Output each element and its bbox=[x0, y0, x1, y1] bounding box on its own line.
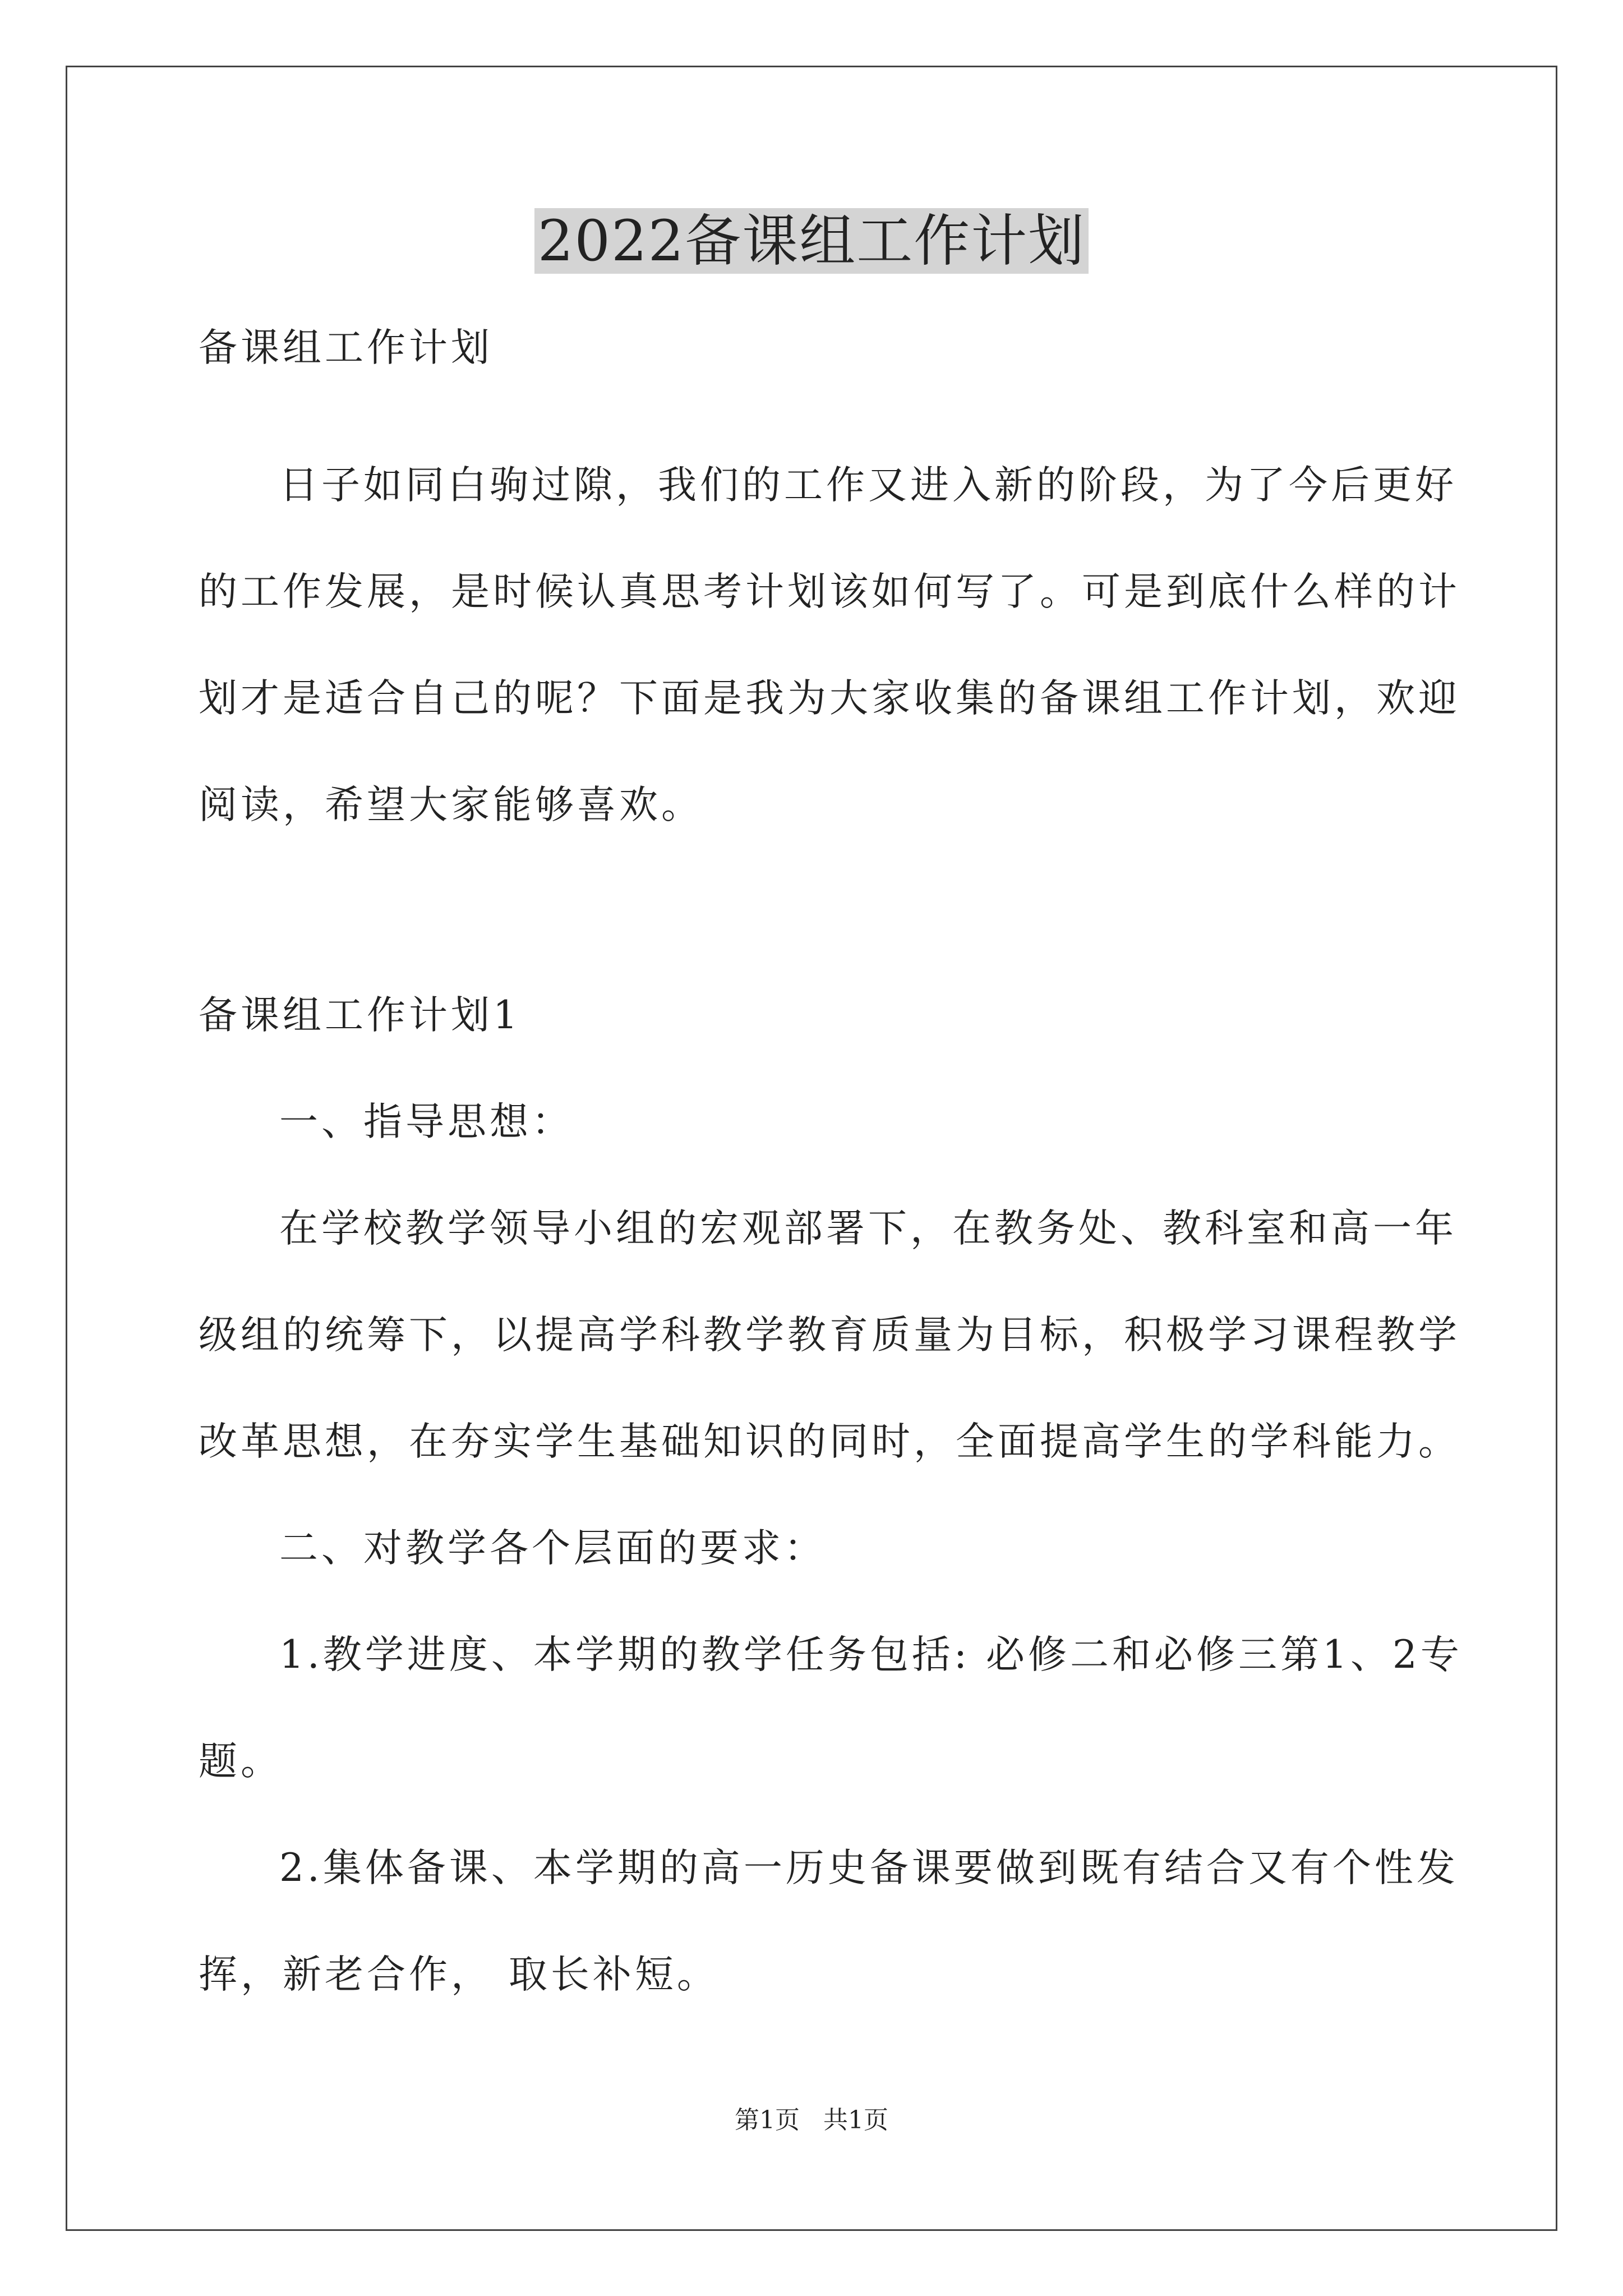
document-title bbox=[0, 202, 1623, 280]
paragraph-line: 的工作发展，是时候认真思考计划该如何写了。可是到底什么样的计 bbox=[199, 569, 1460, 614]
subsection-heading: 一、指导思想： bbox=[279, 1099, 574, 1144]
paragraph-line: 题。 bbox=[199, 1739, 283, 1784]
paragraph-line: 改革思想，在夯实学生基础知识的同时，全面提高学生的学科能力。 bbox=[199, 1419, 1460, 1464]
section-heading: 备课组工作计划1 bbox=[199, 993, 521, 1038]
section-heading: 备课组工作计划 bbox=[199, 325, 493, 370]
document-title-text: 2022备课组工作计划 bbox=[534, 208, 1089, 274]
paragraph-line: 2.集体备课、本学期的高一历史备课要做到既有结合又有个性发 bbox=[279, 1846, 1459, 1890]
paragraph-line: 级组的统筹下，以提高学科教学教育质量为目标，积极学习课程教学 bbox=[199, 1313, 1460, 1358]
paragraph-line: 挥，新老合作， 取长补短。 bbox=[199, 1952, 719, 1997]
paragraph-line: 1.教学进度、本学期的教学任务包括: 必修二和必修三第1、2专 bbox=[279, 1632, 1463, 1677]
paragraph-line: 在学校教学领导小组的宏观部署下，在教务处、教科室和高一年 bbox=[279, 1206, 1457, 1251]
page-footer: 第1页 共1页 bbox=[735, 2106, 888, 2134]
subsection-heading: 二、对教学各个层面的要求： bbox=[279, 1526, 826, 1571]
paragraph-line: 日子如同白驹过隙，我们的工作又进入新的阶段，为了今后更好 bbox=[279, 463, 1457, 508]
paragraph-line: 阅读，希望大家能够喜欢。 bbox=[199, 783, 703, 827]
paragraph-line: 划才是适合自己的呢？下面是我为大家收集的备课组工作计划，欢迎 bbox=[199, 676, 1460, 721]
